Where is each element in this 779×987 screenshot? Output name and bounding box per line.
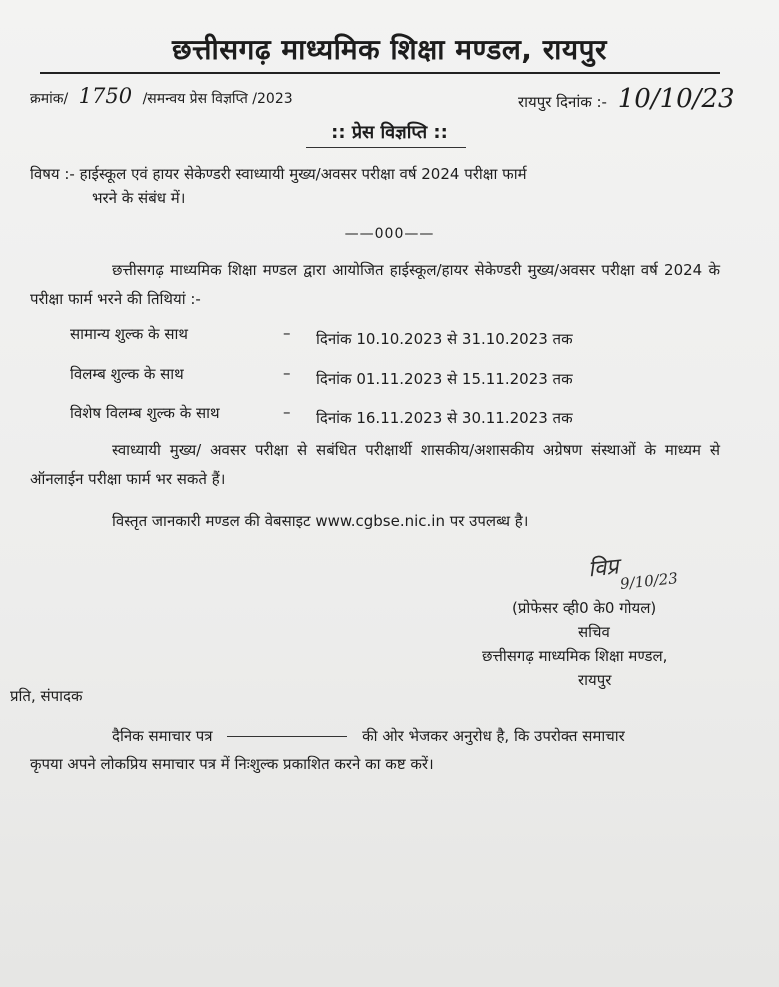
header-title: छत्तीसगढ़ माध्यमिक शिक्षा मण्डल, रायपुर — [171, 33, 607, 66]
request-line-1 — [112, 726, 625, 746]
reference-handwritten-number: 1750 — [78, 84, 133, 108]
signatory-name: (प्रोफेसर व्ही0 के0 गोयल) — [512, 599, 657, 617]
subject — [30, 162, 710, 210]
separator: ——000—— — [344, 226, 435, 242]
reference-suffix: /समन्वय प्रेस विज्ञप्ति /2023 — [142, 91, 293, 107]
request-line-end: की ओर भेजकर अनुरोध है, कि उपरोक्त समाचार — [362, 727, 625, 745]
signature-date: 9/10/23 — [619, 569, 679, 593]
issue-date — [518, 84, 735, 114]
request-line-start: दैनिक समाचार पत्र — [112, 727, 213, 745]
subject-line-2: भरने के संबंध में। — [92, 189, 186, 207]
handwritten-signature: विप्र — [586, 554, 620, 583]
schedule-dash: – — [283, 403, 291, 421]
schedule-label-normal: सामान्य शुल्क के साथ — [70, 325, 188, 343]
body-paragraph-website: विस्तृत जानकारी मण्डल की वेबसाइट www.cgbse.nic.in पर उपलब्ध है। — [112, 512, 529, 530]
schedule-dash: – — [283, 324, 291, 342]
schedule-range-normal: दिनांक 10.10.2023 से 31.10.2023 तक — [316, 330, 573, 348]
date-prefix: रायपुर दिनांक :- — [518, 93, 607, 111]
signatory-designation: सचिव — [578, 623, 610, 641]
schedule-label-late: विलम्ब शुल्क के साथ — [70, 365, 184, 383]
notice-title-underline — [306, 147, 466, 148]
schedule-range-special-late: दिनांक 16.11.2023 से 30.11.2023 तक — [316, 409, 573, 427]
schedule-range-late: दिनांक 01.11.2023 से 15.11.2023 तक — [316, 370, 573, 388]
schedule-dash: – — [283, 364, 291, 382]
recipient-line: प्रति, संपादक — [10, 687, 83, 705]
intro-paragraph: छत्तीसगढ़ माध्यमिक शिक्षा मण्डल द्वारा आयोजित हाईस्कूल/हायर सेकेण्डरी मुख्य/अवसर परीक्षा वर्ष 2024 के परीक्षा फार्म भरने की तिथियां :- — [30, 261, 720, 308]
date-handwritten-value: 10/10/23 — [617, 84, 735, 114]
header-divider — [40, 72, 720, 74]
blank-fill-line — [227, 736, 347, 737]
notice-title: :: प्रेस विज्ञप्ति :: — [331, 122, 448, 143]
subject-line-1: विषय :- हाईस्कूल एवं हायर सेकेण्डरी स्वाध्यायी मुख्य/अवसर परीक्षा वर्ष 2024 परीक्षा फार्म — [30, 165, 527, 183]
request-line-2: कृपया अपने लोकप्रिय समाचार पत्र में निःशुल्क प्रकाशित करने का कष्ट करें। — [30, 755, 434, 773]
reference-prefix: क्रमांक/ — [30, 91, 69, 107]
reference-number — [30, 84, 293, 108]
body-paragraph-online: स्वाध्यायी मुख्य/ अवसर परीक्षा से सबंधित परीक्षार्थी शासकीय/अशासकीय अग्रेषण संस्थाओं के माध्यम से ऑनलाईन परीक्षा फार्म भर सकते हैं। — [30, 441, 720, 488]
signatory-city: रायपुर — [578, 671, 612, 689]
schedule-label-special-late: विशेष विलम्ब शुल्क के साथ — [70, 404, 220, 422]
signatory-organization: छत्तीसगढ़ माध्यमिक शिक्षा मण्डल, — [482, 647, 668, 665]
